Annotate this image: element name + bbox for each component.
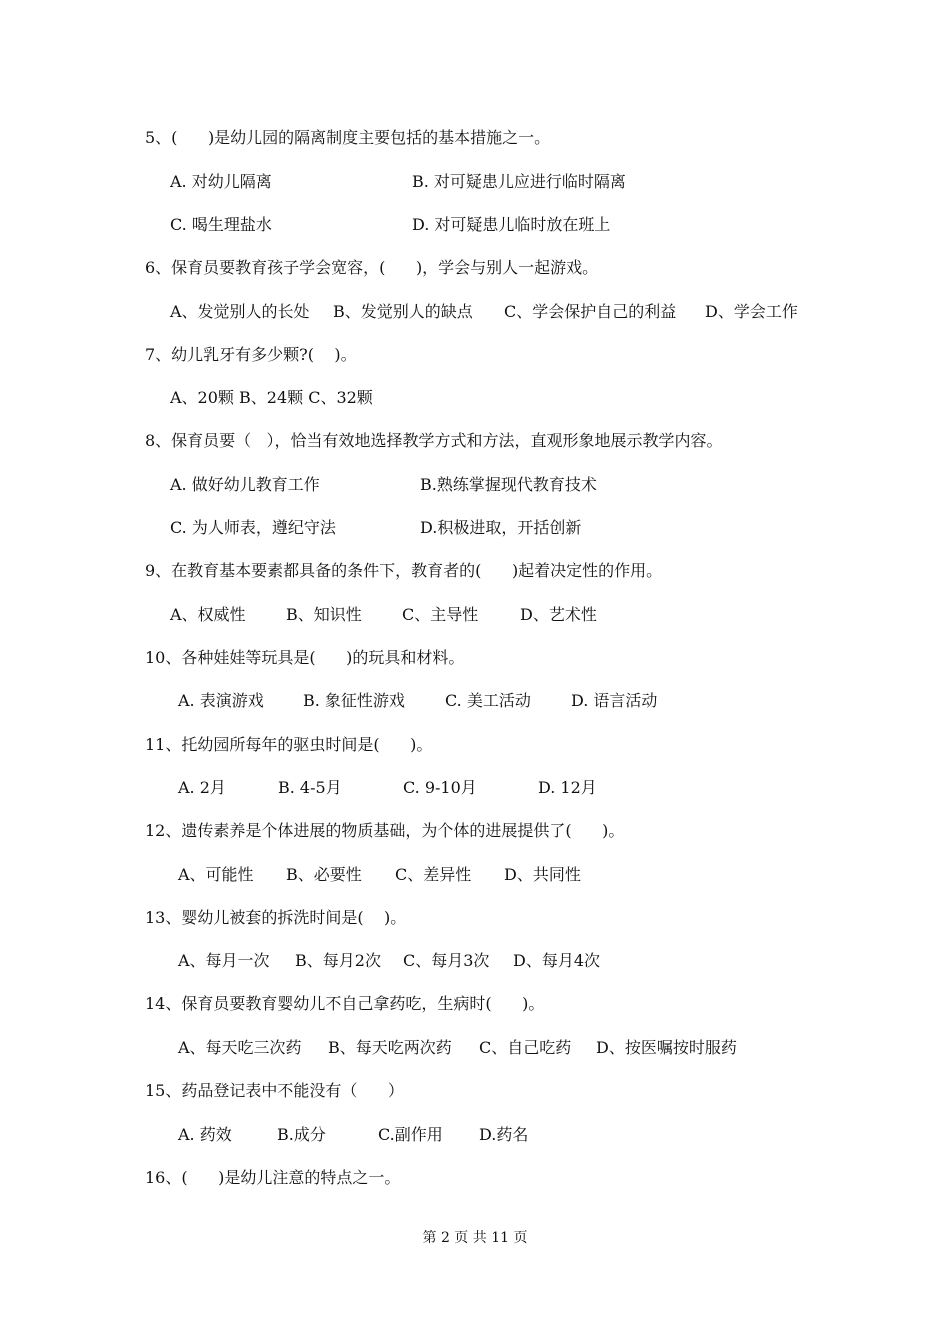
question-15-stem: 15、药品登记表中不能没有（ ）: [145, 1081, 404, 1100]
question-7-options: [0, 388, 373, 428]
option-b: B.熟练掌握现代教育技术: [420, 475, 597, 494]
option-b: B.成分: [277, 1125, 326, 1144]
question-14-stem: 14、保育员要教育婴幼儿不自己拿药吃，生病时( )。: [145, 994, 545, 1013]
option-b: B、必要性: [286, 865, 362, 884]
question-5-stem: 5、( )是幼儿园的隔离制度主要包括的基本措施之一。: [145, 128, 551, 147]
option-c: C. 喝生理盐水: [170, 215, 272, 234]
option-a: A、发觉别人的长处: [170, 302, 310, 321]
option-c: C.副作用: [378, 1125, 443, 1144]
option-c: C. 为人师表，遵纪守法: [170, 518, 336, 537]
question-9-stem: 9、在教育基本要素都具备的条件下，教育者的( )起着决定性的作用。: [145, 561, 663, 580]
option-b: B. 象征性游戏: [303, 691, 405, 710]
question-10-stem: 10、各种娃娃等玩具是( )的玩具和材料。: [145, 648, 465, 667]
option-d: D、每月4次: [513, 951, 601, 970]
option-c: C. 9-10月: [403, 778, 477, 797]
option-d: D. 语言活动: [571, 691, 658, 710]
question-16-stem: 16、( )是幼儿注意的特点之一。: [145, 1168, 401, 1187]
option-a: A. 2月: [178, 778, 226, 797]
option-a: A、每天吃三次药: [178, 1038, 302, 1057]
option-d: D. 对可疑患儿临时放在班上: [412, 215, 611, 234]
option-a: A. 对幼儿隔离: [170, 172, 272, 191]
option-d: D、艺术性: [520, 605, 597, 624]
option-b: B. 对可疑患儿应进行临时隔离: [412, 172, 626, 191]
option-a: A. 做好幼儿教育工作: [170, 475, 320, 494]
option-c: C、学会保护自己的利益: [504, 302, 677, 321]
question-13-stem: 13、婴幼儿被套的拆洗时间是( )。: [145, 908, 407, 927]
page-number-footer: 第 2 页 共 11 页: [422, 1230, 528, 1246]
option-a: A. 药效: [178, 1125, 232, 1144]
option-c: C、自己吃药: [479, 1038, 572, 1057]
option-d: D.药名: [479, 1125, 529, 1144]
option-d: D、学会工作: [705, 302, 798, 321]
option-c: C、每月3次: [403, 951, 490, 970]
option-b: B、每月2次: [295, 951, 381, 970]
question-8-stem: 8、保育员要（ ），恰当有效地选择教学方式和方法，直观形象地展示教学内容。: [145, 431, 723, 450]
option-b: B、每天吃两次药: [328, 1038, 452, 1057]
question-12-stem: 12、遗传素养是个体进展的物质基础，为个体的进展提供了( )。: [145, 821, 625, 840]
option-d: D、共同性: [504, 865, 581, 884]
option-c: C、主导性: [402, 605, 479, 624]
option-a: A、权威性: [170, 605, 246, 624]
option-a: A、每月一次: [178, 951, 270, 970]
question-6-stem: 6、保育员要教育孩子学会宽容，( )，学会与别人一起游戏。: [145, 258, 599, 277]
option-a: A、可能性: [178, 865, 254, 884]
option-c: C. 美工活动: [445, 691, 531, 710]
option-b: B、知识性: [286, 605, 362, 624]
question-11-stem: 11、托幼园所每年的驱虫时间是( )。: [145, 735, 433, 754]
option-b: B、发觉别人的缺点: [333, 302, 473, 321]
option-b: B. 4-5月: [278, 778, 342, 797]
option-c: C、差异性: [395, 865, 472, 884]
option-a: A. 表演游戏: [178, 691, 264, 710]
option-d: D.积极进取，开括创新: [420, 518, 582, 537]
option-d: D、按医嘱按时服药: [596, 1038, 737, 1057]
options-abc: A、20颗 B、24颗 C、32颗: [170, 388, 373, 407]
question-7-stem: 7、幼儿乳牙有多少颗?( )。: [145, 345, 357, 364]
option-d: D. 12月: [538, 778, 597, 797]
